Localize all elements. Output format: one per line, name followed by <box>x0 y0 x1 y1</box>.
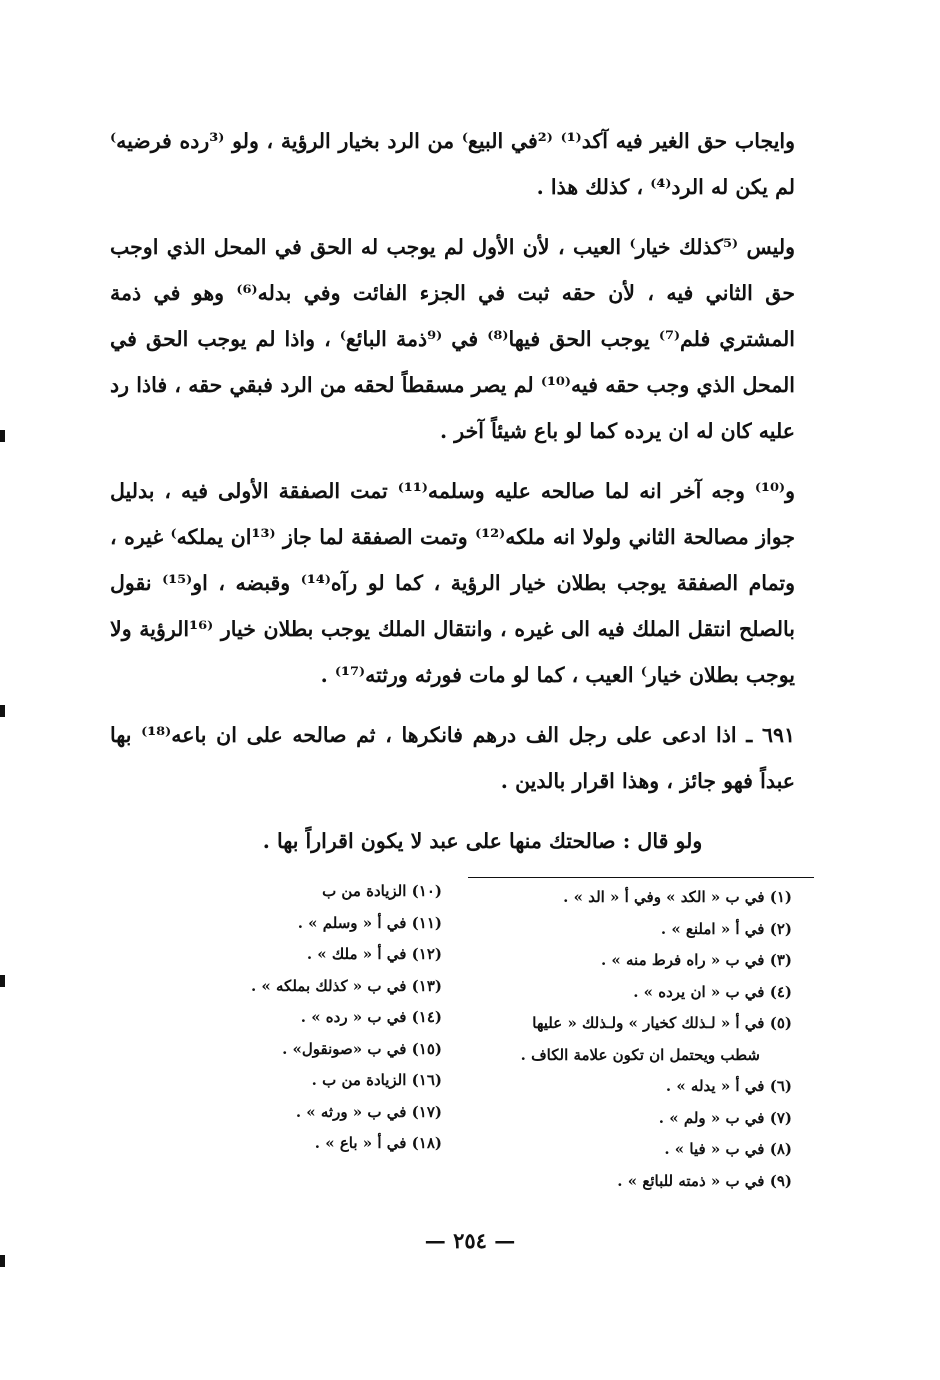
footnote-mark: (١١) <box>411 913 442 932</box>
footnote-mark: (١٤) <box>411 1008 442 1026</box>
footnote-mark: (١٣) <box>411 976 442 995</box>
footnote-mark: (٥) <box>769 1014 792 1032</box>
footnote-mark: (١٢) <box>411 945 442 963</box>
binding-mark <box>0 975 5 987</box>
footnotes-right-column <box>447 882 792 1197</box>
footnote-text: في ب « ورثه » . <box>295 1102 407 1121</box>
footnote <box>447 1008 792 1040</box>
footnote-text: في أ « يدله » . <box>665 1077 765 1095</box>
paragraph-3: و⁽¹⁰⁾ وجه آخر انه لما صالحه عليه وسلمه⁽¹¹⁾ تمت الصفقة الأولى فيه ، بدليل جواز مصالحة الثاني ولولا انه ملكه⁽¹²⁾ وتمت الصفقة لما جاز ⁽¹³ان يملكه⁾ غيره ، وتمام الصفقة يوجب بطلان خيار الرؤية ، كما لو رآه⁽¹⁴⁾ وقبضه ، او⁽¹⁵⁾ نقول بالصلح انتقل الملك فيه الى غيره ، وانتقال الملك يوجب بطلان خيار ⁽¹⁶الرؤية ولا يوجب بطلان خيار⁾ العيب ، كما لو مات فورثه ورثته⁽¹⁷⁾ . <box>110 479 795 687</box>
footnote-mark: (٢) <box>769 919 792 938</box>
footnote <box>152 908 442 940</box>
footnote-text: في ب « ذمته للبائع » . <box>617 1171 765 1190</box>
footnote-text: في أ « لـذلك كخيار » ولـذلك « عليها <box>532 1014 765 1032</box>
footnote-text: في أ « املنع » . <box>660 919 765 938</box>
footnote <box>447 1166 792 1198</box>
footnote-divider <box>468 877 814 878</box>
footnote-text: في ب « الكد » وفي أ « الد » . <box>563 888 765 906</box>
footnote <box>152 1097 442 1129</box>
paragraph-2: وليس ⁽⁵كذلك خيار⁾ العيب ، لأن الأول لم يوجب له الحق في المحل الذي اوجب حق الثاني فيه ، لأن حقه ثبت في الجزء الفائت وفي بدله⁽⁶⁾ وهو في ذمة المشتري فلم⁽⁷⁾ يوجب الحق فيها⁽⁸⁾ في ⁽⁹ذمة البائع⁾ ، واذا لم يوجب الحق في المحل الذي وجب حقه فيه⁽¹⁰⁾ لم يصر مسقطاً لحقه من الرد فبقي حقه ، فاذا رد عليه كان له ان يرده كما لو باع شيئاً آخر . <box>110 235 796 443</box>
footnote-text: الزيادة من ب <box>322 882 407 900</box>
footnote <box>152 876 442 908</box>
footnote-mark: (٤) <box>769 982 792 1001</box>
footnote-text: في أ « باع » . <box>314 1134 407 1152</box>
footnote <box>447 914 792 946</box>
footnote-text: في أ « وسلم » . <box>297 913 407 932</box>
footnote-text: في ب «صونقول» . <box>282 1039 407 1058</box>
footnotes-left-column <box>152 876 442 1160</box>
footnote-mark: (١٧) <box>411 1102 442 1121</box>
footnote-text: في ب « كذلك بملكه » . <box>250 976 407 995</box>
footnote-mark: (٧) <box>769 1108 792 1127</box>
footnote <box>447 977 792 1009</box>
footnote-text: في ب « فيا » . <box>664 1140 765 1158</box>
footnote-continuation: شطب ويحتمل ان تكون علامة الكاف . <box>520 1045 760 1064</box>
footnote <box>447 945 792 977</box>
footnote <box>152 939 442 971</box>
footnote-mark: (١٨) <box>411 1134 442 1152</box>
footnote-text: في ب « رده » . <box>300 1008 407 1026</box>
footnote-text: في ب « ان يرده » . <box>633 982 765 1001</box>
footnote <box>447 1103 792 1135</box>
numbered-item <box>110 712 795 804</box>
footnote-text: في أ « ملك » . <box>306 945 407 963</box>
footnote-mark: (١) <box>769 888 792 906</box>
footnote-mark: (٨) <box>769 1140 792 1158</box>
paragraph-1: وايجاب حق الغير فيه آكد⁽¹⁾ ⁽²في البيع⁾ من الرد بخيار الرؤية ، ولو ⁽³رده فرضيه⁾ لم يكن له الرد⁽⁴⁾ ، كذلك هذا . <box>110 129 796 199</box>
footnote-mark: (١٦) <box>411 1071 442 1089</box>
footnote-text: في ب « ولم » . <box>658 1108 765 1127</box>
footnote <box>152 971 442 1003</box>
footnote-text: الزيادة من ب . <box>311 1071 407 1089</box>
binding-mark <box>0 430 5 442</box>
footnote-mark: (٦) <box>769 1077 792 1095</box>
footnote <box>152 1002 442 1034</box>
footnote-mark: (١٠) <box>411 882 442 900</box>
footnote <box>152 1065 442 1097</box>
main-text <box>110 118 795 878</box>
item-number: ٦٩١ ـ <box>746 723 795 747</box>
footnote-mark: (٩) <box>769 1171 792 1190</box>
footnote <box>447 1071 792 1103</box>
footnote <box>447 1134 792 1166</box>
footnote-text: في ب « راه فرط منه » . <box>600 951 765 969</box>
binding-mark <box>0 705 5 717</box>
footnote-mark: (١٥) <box>411 1039 442 1058</box>
footnote-mark: (٣) <box>769 951 792 969</box>
item-text: اذا ادعى على رجل الف درهم فانكرها ، ثم صالحه على ان باعه⁽¹⁸⁾ بها عبداً فهو جائز ، وهذا اقرار بالدين . <box>110 723 795 793</box>
closing-line: ولو قال : صالحتك منها على عبد لا يكون اقراراً بها . <box>262 829 703 853</box>
page-number: — ٢٥٤ — <box>424 1228 516 1253</box>
footnote <box>447 882 792 914</box>
binding-mark <box>0 1255 5 1267</box>
footnote <box>152 1034 442 1066</box>
footnote <box>152 1128 442 1160</box>
